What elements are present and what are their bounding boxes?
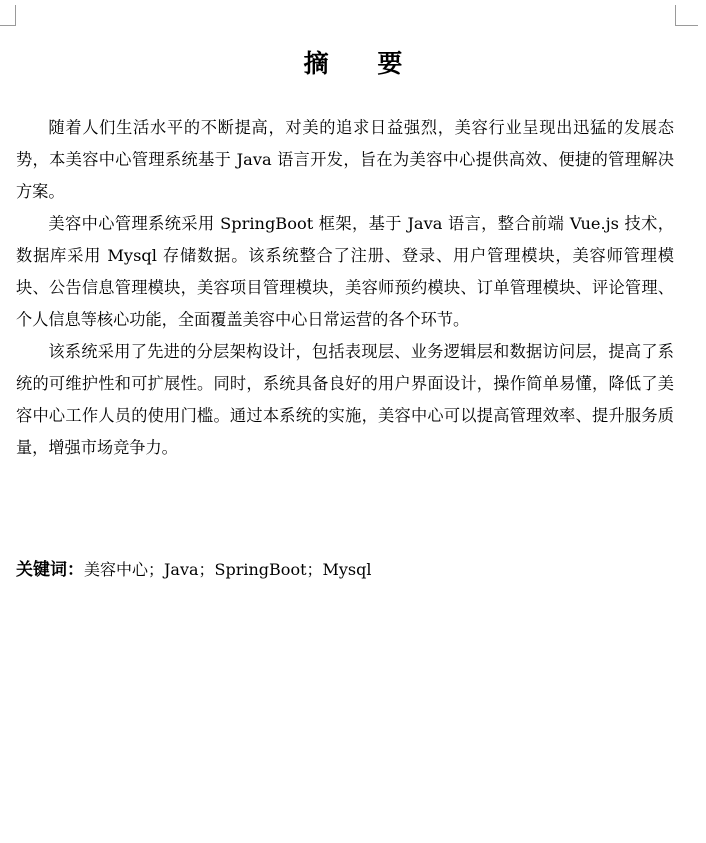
abstract-paragraph-1: 随着人们生活水平的不断提高，对美的追求日益强烈，美容行业呈现出迅猛的发展态势，本美容中心管理系统基于 Java 语言开发，旨在为美容中心提供高效、便捷的管理解决方案。 (16, 118, 674, 201)
keywords-label: 关键词： (16, 560, 84, 580)
abstract-body (16, 112, 674, 464)
abstract-paragraph-2: 美容中心管理系统采用 SpringBoot 框架，基于 Java 语言，整合前端 Vue.js 技术，数据库采用 Mysql 存储数据。该系统整合了注册、登录、用户管理模块，美容师管理模块、公告信息管理模块，美容项目管理模块，美容师预约模块、订单管理模块、评论管理、个人信息等核心功能，全面覆盖美容中心日常运营的各个环节。 (16, 214, 674, 329)
abstract-paragraph-3: 该系统采用了先进的分层架构设计，包括表现层、业务逻辑层和数据访问层，提高了系统的可维护性和可扩展性。同时，系统具备良好的用户界面设计，操作简单易懂，降低了美容中心工作人员的使用门槛。通过本系统的实施，美容中心可以提高管理效率、提升服务质量，增强市场竞争力。 (16, 342, 674, 457)
crop-mark-top-left (0, 5, 16, 26)
keywords-line (16, 554, 674, 586)
keywords-text: 美容中心；Java；SpringBoot；Mysql (84, 560, 372, 579)
crop-mark-top-right (675, 5, 698, 26)
abstract-title: 摘 要 (303, 49, 423, 78)
